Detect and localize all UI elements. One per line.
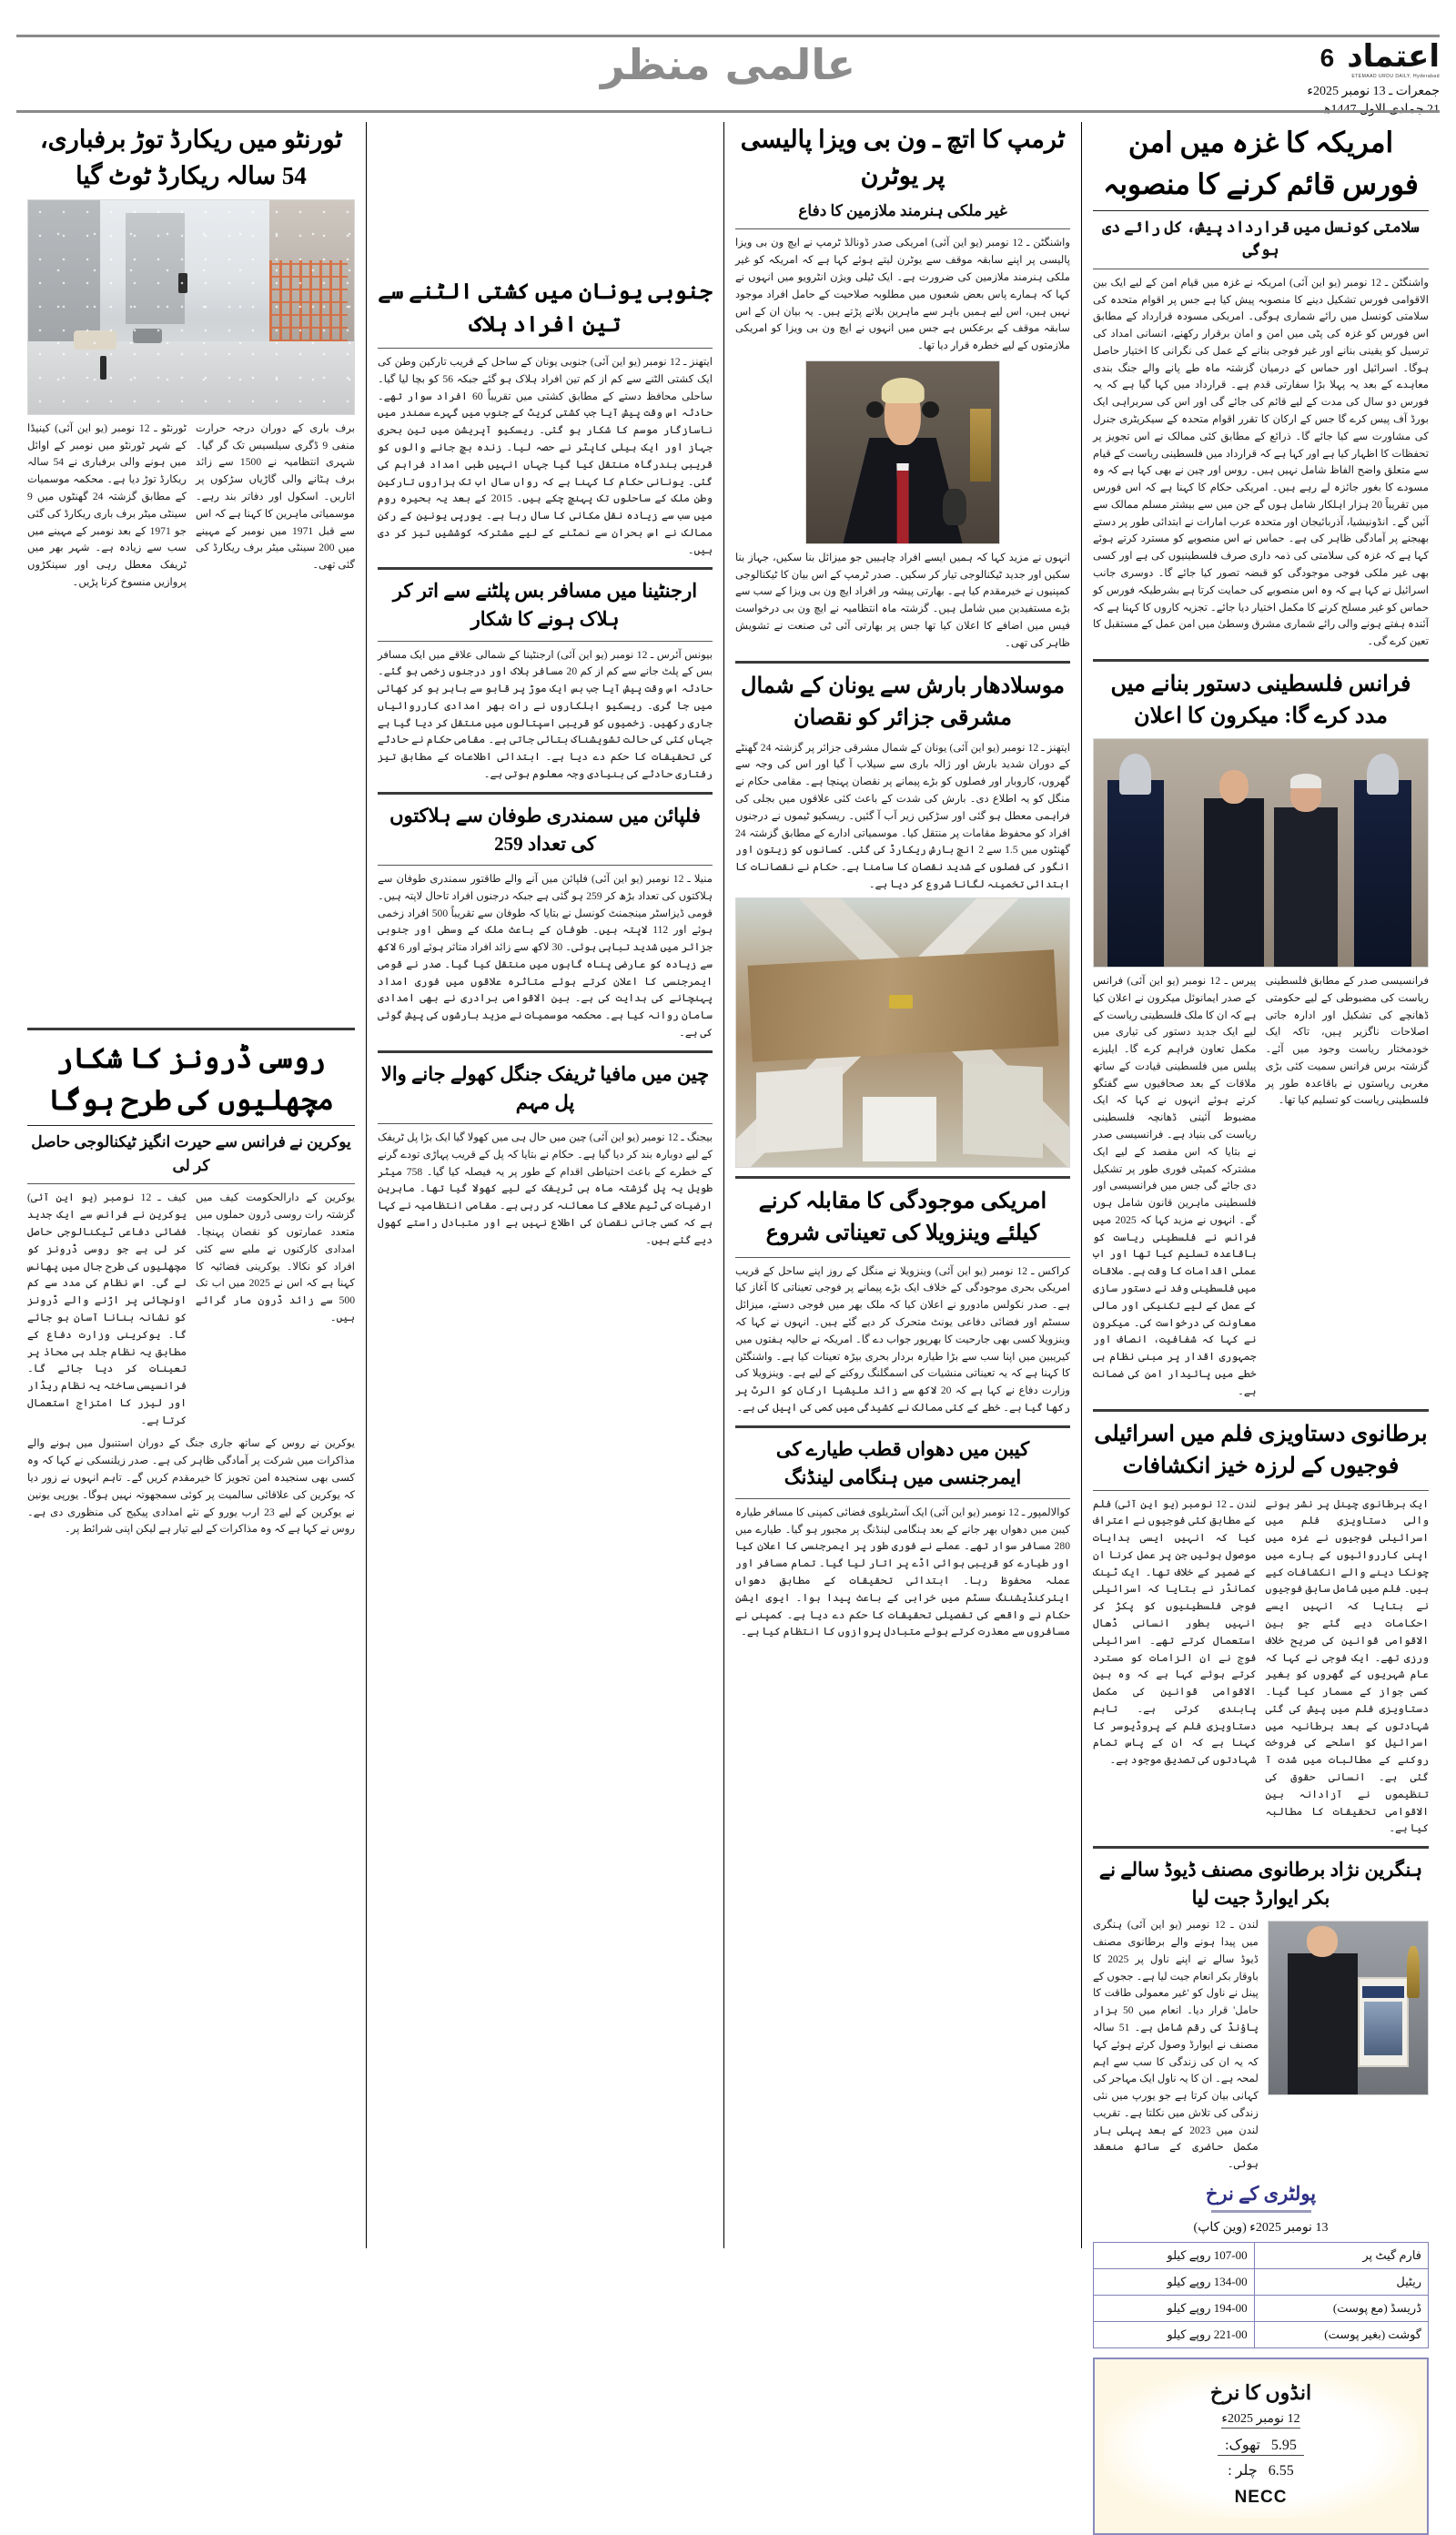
photo-booker-winner — [1268, 1921, 1429, 2095]
headline: ٹرمپ کا اتچ ـ ون بی ویزا پالیسی پر یوٹرن — [740, 126, 1066, 189]
divider — [735, 1176, 1070, 1179]
subheadline: غیر ملکی ہنرمند ملازمین کا دفاع — [798, 201, 1007, 219]
dateline: بیجنگ ـ 12 نومبر (یو این آئی) — [589, 1131, 713, 1143]
headline: برطانوی دستاویزی فلم میں اسرائیلی فوجیوں کے لرزہ خیز انکشافات — [1094, 1422, 1428, 1479]
body-copy: ارجنٹینا کے شمالی علاقے میں ایک مسافر بس کے پلٹ جانے سے کم از کم 20 مسافر ہلاک اور درجنوں زخمی ہو گئے۔ حادثہ اس وقت پیش آیا جب بس ایک موڑ پر قابو سے باہر ہو کر کھائی میں جا گری۔ ریسکیو اہلکاروں نے رات بھر امدادی کارروائیاں جاری رکھیں۔ زخمیوں کو قریبی اسپتالوں میں منتقل کر دیا گیا ہے جہاں کئی کی حالت تشویشناک بتائی جاتی ہے۔ مقامی حکام نے حادثے کی تحقیقات کا حکم دے دیا ہے۔ ابتدائی اطلاعات کے مطابق تیز رفتاری حادثے کی بنیادی وجہ معلوم ہوتی ہے۔ — [378, 648, 713, 781]
article-gaza-peace-force — [1093, 122, 1429, 651]
body-copy: امریکہ نے غزہ میں قیام امن کے لیے ایک بین الاقوامی فورس تشکیل دینے کا منصوبہ پیش کیا ہے جس پر اقوام متحدہ کی سلامتی کونسل میں رائے شماری ہوگی۔ امریکی مسودہ قرارداد کے مطابق اس فورس کو غزہ کی پٹی میں امن و امان برقرار رکھنے، انسانی امداد کی ترسیل کو یقینی بنانے اور غیر فوجی بنانے کے عمل کی نگرانی کا اختیار حاصل ہوگا۔ اسرائیل اور حماس کے درمیان گزشتہ ماہ طے پانے والے جنگ بندی معاہدے کے بعد یہ پہلا بڑا سفارتی قدم ہے۔ قرارداد میں کہا گیا ہے کہ یہ فورس دو سال کی مدت کے لیے قائم کی جائے گی اور اس کی سربراہی ایک بورڈ آف پیس کرے گا جس کے ارکان کا تقرر اقوام متحدہ کے سیکریٹری جنرل کی مشاورت سے کیا جائے گا۔ ذرائع کے مطابق کئی ممالک نے اس تجویز پر تحفظات کا اظہار کیا ہے اور کہا ہے کہ قرارداد میں فلسطینی ریاست کے قیام سے متعلق واضح الفاظ شامل نہیں ہیں۔ روس اور چین نے بھی کہا ہے کہ وہ مسودے کا بغور جائزہ لے رہے ہیں۔ امریکی حکام کا کہنا ہے کہ اس فورس میں تقریباً 20 ہزار اہلکار شامل ہوں گے جن میں سے بیشتر مسلم ممالک سے آئیں گے۔ انڈونیشیا، آذربائیجان اور متحدہ عرب امارات نے ابتدائی طور پر دستے بھیجنے پر آمادگی ظاہر کی ہے۔ حماس نے اس منصوبے کو مسترد کرتے ہوئے کہا ہے کہ غزہ کی سلامتی کی ذمہ داری صرف فلسطینیوں کی ہے اور کسی بھی غیر ملکی فوجی موجودگی کو قبضہ تصور کیا جائے گا۔ دوسری جانب اسرائیل نے کہا ہے کہ وہ اس منصوبے کی حمایت کرتا ہے بشرطیکہ فورس کو حماس کو غیر مسلح کرنے کا مکمل اختیار دیا جائے۔ تجزیہ کاروں کا کہنا ہے کہ آئندہ ہفتے ہونے والی رائے شماری مشرق وسطیٰ میں امن عمل کے مستقبل کا تعین کرے گی۔ — [1093, 276, 1429, 648]
egg-brand-necc: NECC — [1234, 2488, 1288, 2508]
article-macron-palestine-constitution — [1093, 669, 1429, 1401]
divider — [378, 1123, 713, 1124]
headline: موسلادھار بارش سے یونان کے شمال مشرقی جزائر کو نقصان — [741, 674, 1065, 731]
article-philippines-typhoon — [378, 802, 713, 1042]
dateline: لندن ـ 12 نومبر (یو این آئی) — [1115, 1497, 1257, 1510]
article-ukraine-drone-tech — [27, 1038, 355, 1538]
article-trump-h1b-visa — [735, 122, 1070, 653]
poultry-rates-date: 13 نومبر 2025ء (وین کاپ) — [1193, 2221, 1329, 2236]
article-body — [1093, 275, 1429, 651]
egg-wholesale-row — [1218, 2436, 1304, 2456]
body-copy: فلپائن میں آنے والے طاقتور سمندری طوفان سے ہلاکتوں کی تعداد بڑھ کر 259 ہو گئی ہے جبکہ درجنوں افراد تاحال لاپتہ ہیں۔ قومی ڈیزاسٹر مینجمنٹ کونسل نے بتایا کہ طوفان سے تقریباً 500 افراد زخمی ہوئے اور 112 لاپتہ ہیں۔ طوفان کے باعث ملک کے وسطی اور جنوبی جزائر میں شدید تباہی ہوئی۔ 30 لاکھ سے زائد افراد متاثر ہوئے اور 6 لاکھ سے زیادہ کو عارضی پناہ گاہوں میں منتقل کیا گیا۔ صدر نے قومی ایمرجنسی کا اعلان کرتے ہوئے متاثرہ علاقوں میں فوری امداد پہنچانے کی ہدایت کی ہے۔ بین الاقوامی برادری نے بھی امدادی سامان روانہ کیا ہے۔ محکمہ موسمیات نے مزید بارشوں کی پیش گوئی کی ہے۔ — [378, 872, 713, 1039]
divider — [735, 228, 1070, 229]
rate-value: 107-00 روپے کیلو — [1094, 2243, 1255, 2269]
article-body — [735, 1263, 1070, 1417]
divider — [378, 865, 713, 866]
article-body-col2: یوکرین کے دارالحکومت کیف میں گزشتہ رات روسی ڈرون حملوں میں متعدد عمارتوں کو نقصان پہنچا۔ امدادی کارکنوں نے ملبے سے کئی افراد کو نکالا۔ یوکرینی فضائیہ کا کہنا ہے کہ اس نے 2025 میں اب تک 500 سے زائد ڈرون مار گرائے ہیں۔ — [196, 1191, 355, 1323]
divider — [378, 567, 713, 570]
headline: ٹورنٹو میں ریکارڈ توڑ برفباری، 54 سالہ ریکارڈ ٹوٹ گیا — [39, 126, 343, 189]
divider — [27, 1183, 355, 1184]
dateline: پیرس ـ 12 نومبر (یو این آئی) — [1127, 974, 1257, 987]
rate-label: گوشت (بغیر پوست) — [1254, 2322, 1428, 2348]
dateline: کوالالمپور ـ 12 نومبر (یو این آئی) — [930, 1506, 1070, 1518]
article-toronto-snow-record — [27, 122, 355, 592]
body-copy: وینزویلا نے منگل کے روز اپنے ساحل کے قریب امریکی بحری موجودگی کے خلاف ایک بڑے پیمانے پر فوجی تعیناتی کا آغاز کیا ہے۔ صدر نکولس مادورو نے اعلان کیا کہ ملک بھر میں فوجی دستے، میزائل سسٹم اور فضائی دفاعی یونٹ متحرک کر دیے گئے ہیں۔ انہوں نے کہا کہ وینزویلا کسی بھی جارحیت کا بھرپور جواب دے گا۔ امریکہ نے حالیہ ہفتوں میں کیریبین میں اپنا سب سے بڑا طیارہ بردار بحری بیڑہ تعینات کیا ہے۔ واشنگٹن کا کہنا ہے کہ یہ تعیناتی منشیات کی اسمگلنگ روکنے کے لیے ہے۔ وینزویلا کی وزارت دفاع نے کہا ہے کہ 20 لاکھ سے زائد ملیشیا ارکان کو الرٹ پر رکھا گیا ہے۔ خطے کے کئی ممالک نے کشیدگی میں کمی کی اپیل کی ہے۔ — [735, 1264, 1070, 1414]
egg-rates-date: 12 نومبر 2025ء — [1221, 2411, 1299, 2429]
headline: ہنگرین نژاد برطانوی مصنف ڈیوڈ سالے نے بکر ایوارڈ جیت لیا — [1098, 1859, 1423, 1910]
subheadline: یوکرین نے فرانس سے حیرت انگیز ٹیکنالوجی حاصل کر لی — [27, 1125, 355, 1177]
dateline: ایتھنز ـ 12 نومبر (یو این آئی) — [949, 741, 1070, 754]
masthead-bottom-rule — [16, 110, 1440, 113]
rate-label: فارم گیٹ پر — [1254, 2243, 1428, 2269]
headline: فلپائن میں سمندری طوفان سے ہلاکتوں کی تعداد 259 — [389, 804, 701, 855]
article-body-col2: فرانسیسی صدر کے مطابق فلسطینی ریاست کی مضبوطی کے لیے حکومتی ڈھانچے کی تشکیل اور ادارہ جاتی اصلاحات ناگزیر ہیں، تاکہ ایک خودمختار ریاست وجود میں آئے۔ گزشتہ برس فرانس سمیت کئی بڑی مغربی ریاستوں نے باقاعدہ طور پر فلسطینی ریاست کو تسلیم کیا تھا۔ — [1265, 974, 1429, 1107]
egg-wholesale-label: تھوک: — [1225, 2438, 1260, 2454]
article-booker-prize — [1093, 1856, 1429, 2174]
body-copy: امریکی صدر ڈونالڈ ٹرمپ نے ایچ ون بی ویزا پالیسی پر اپنے سابقہ موقف سے یوٹرن لیتے ہوئے کہا ہے کہ امریکہ کو غیر ملکی ہنرمند ملازمین کی ضرورت ہے۔ ایک ٹیلی ویژن انٹرویو میں انہوں نے کہا کہ ہمارے پاس بعض شعبوں میں مطلوبہ صلاحیت کے حامل افراد موجود نہیں ہیں، اس لیے ہمیں باہر سے ماہرین بلانے پڑتے ہیں۔ یہ بیان ان کے اس سابقہ موقف کے برعکس ہے جس میں انہوں نے ایچ ون بی ویزا کو امریکی ملازمتوں کے لیے خطرہ قرار دیا تھا۔ — [735, 237, 1070, 352]
photo-flooded-town — [735, 897, 1070, 1168]
table-row — [1094, 2296, 1429, 2322]
dateline: واشنگٹن ـ 12 نومبر (یو این آئی) — [1289, 276, 1429, 289]
article-british-documentary-israel — [1093, 1419, 1429, 1839]
divider — [1093, 1846, 1429, 1849]
body-copy: یونان کے شمال مشرقی جزائر پر گزشتہ 24 گھنٹے کے دوران شدید بارش اور ژالہ باری سے سیلاب آ گیا اور اس کی وجہ سے گھروں، کاروبار اور فصلوں کو بڑے پیمانے پر نقصان پہنچا ہے۔ مقامی حکام نے منگل کو یہ اطلاع دی۔ بارش کی شدت کے باعث کئی علاقوں میں بجلی کی فراہمی معطل ہو گئی اور سڑکیں زیر آب آ گئیں۔ ریسکیو ٹیموں نے درجنوں افراد کو محفوظ مقامات پر منتقل کیا۔ موسمیاتی ادارے کے مطابق گزشتہ 24 گھنٹوں میں 1.5 سے 2 انچ بارش ریکارڈ کی گئی۔ کسانوں کو زیتون اور انگور کی فصلوں کے شدید نقصان کا سامنا ہے۔ حکام نے نقصانات کا ابتدائی تخمینہ لگانا شروع کر دیا ہے۔ — [735, 741, 1071, 890]
dateline: کیف ـ 12 نومبر (یو این آئی) — [27, 1191, 187, 1204]
dateline: واشنگٹن ـ 12 نومبر (یو این آئی) — [931, 237, 1071, 249]
body-copy: کینیڈا کے شہر ٹورنٹو میں نومبر کے اوائل میں ہونے والی برفباری نے 54 سالہ ریکارڈ توڑ دیا ہے۔ محکمہ موسمیات کے مطابق گزشتہ 24 گھنٹوں میں 9 سینٹی میٹر برف باری ریکارڈ کی گئی جو 1971 کے بعد نومبر کے مہینے میں سب سے زیادہ ہے۔ شہر بھر میں ٹریفک معطل رہی اور سینکڑوں پروازیں منسوخ کرنا پڑیں۔ — [27, 421, 187, 588]
divider — [378, 1050, 713, 1053]
article-china-bridge-closed — [378, 1060, 713, 1250]
article-body-col1 — [27, 1190, 187, 1429]
page-number: 6 — [1320, 44, 1335, 72]
body-copy: فرانس کے صدر ایمانوئل میکرون نے اعلان کیا ہے کہ ان کا ملک فلسطینی ریاست کے لیے ایک جدید دستور کی تیاری میں مکمل تعاون فراہم کرے گا۔ ایلیزے پیلس میں فلسطینی قیادت کے ساتھ ملاقات کے بعد صحافیوں سے گفتگو کرتے ہوئے انہوں نے کہا کہ ایک مضبوط آئینی ڈھانچہ فلسطینی ریاست کی بنیاد ہے۔ فرانسیسی صدر نے بتایا کہ اس مقصد کے لیے ایک مشترکہ کمیٹی فوری طور پر تشکیل دی جائے گی جس میں فرانسیسی اور فلسطینی ماہرین قانون شامل ہوں گے۔ انہوں نے مزید کہا کہ 2025 میں فرانس نے فلسطینی ریاست کو باقاعدہ تسلیم کیا تھا اور اب عملی اقدامات کا وقت ہے۔ ملاقات میں فلسطینی وفد نے دستور سازی کے عمل کے لیے تکنیکی اور مالی معاونت کی درخواست کی۔ میکرون نے کہا کہ شفافیت، انصاف اور جمہوری اقدار پر مبنی نظام ہی خطے میں پائیدار امن کی ضمانت ہے۔ — [1093, 974, 1257, 1397]
column-center-left — [367, 122, 724, 2248]
brand-name: اعتماد — [1347, 38, 1440, 75]
headline: فرانس فلسطینی دستور بنانے میں مدد کرے گا: میکرون کا اعلان — [1110, 672, 1411, 729]
column-right — [1082, 122, 1440, 2508]
article-body-col1 — [1093, 973, 1257, 1401]
column-left — [16, 122, 367, 2248]
body-copy: چین میں حال ہی میں کھولا گیا ایک بڑا پل ٹریفک کے لیے دوبارہ بند کر دیا گیا ہے۔ حکام نے بتایا کہ پل کے قریب پہاڑی تودے گرنے کے خطرے کے باعث احتیاطی اقدام کے طور پر یہ فیصلہ کیا گیا۔ 758 میٹر طویل یہ پل گزشتہ ماہ ہی ٹریفک کے لیے کھولا گیا تھا۔ ماہرین ارضیات کی ٹیم علاقے کا معائنہ کر رہی ہے۔ مقامی انتظامیہ نے کہا ہے کہ کسی جانی نقصان کی اطلاع نہیں ہے اور متبادل راستے کھول دیے گئے ہیں۔ — [378, 1131, 713, 1246]
article-body — [378, 647, 713, 784]
egg-wholesale-value: 5.95 — [1270, 2438, 1297, 2454]
photo-trump-speaking — [805, 360, 999, 544]
headline: ارجنٹینا میں مسافر بس پلٹنے سے اتر کر ہلاک ہونے کا شکار — [392, 580, 698, 631]
egg-rates-card — [1093, 2358, 1429, 2535]
title-underline — [1211, 2210, 1311, 2213]
article-cabin-smoke-landing — [735, 1435, 1070, 1641]
dateline: کراکس ـ 12 نومبر (یو این آئی) — [935, 1264, 1070, 1277]
brand-subtitle: ETEMAAD URDU DAILY, Hyderabad — [1351, 74, 1440, 80]
poultry-rates-title: پولٹری کے نرخ — [1205, 2183, 1317, 2205]
divider — [735, 1498, 1070, 1499]
headline: امریکہ کا غزہ میں امن فورس قائم کرنے کا منصوبہ — [1103, 127, 1419, 200]
rate-value: 221-00 روپے کیلو — [1094, 2322, 1255, 2348]
article-body-continued: یوکرین نے روس کے ساتھ جاری جنگ کے دوران استنبول میں ہونے والے مذاکرات میں شرکت پر آمادگی ظاہر کی ہے۔ صدر زیلنسکی نے کہا کہ وہ کسی بھی سنجیدہ امن تجویز کا خیرمقدم کریں گے۔ تاہم انہوں نے زور دیا کہ یوکرین کی علاقائی سالمیت پر کوئی سمجھوتہ نہیں ہوگا۔ یورپی یونین نے یوکرین کے لیے 23 ارب یورو کے نئے امدادی پیکیج کی منظوری دی ہے۔ روس نے کہا ہے کہ وہ مذاکرات کے لیے تیار ہے لیکن اپنی شرائط پر۔ — [27, 1437, 356, 1536]
body-copy: فلم کے مطابق کئی فوجیوں نے اعتراف کیا کہ انہیں ایسی ہدایات موصول ہوئیں جن پر عمل کرنا ان کے ضمیر کے خلاف تھا۔ ایک ٹینک کمانڈر نے بتایا کہ اسرائیلی فوجی فلسطینیوں کو پکڑ کر انہیں بطور انسانی ڈھال استعمال کرتے تھے۔ اسرائیلی فوج نے ان الزامات کو مسترد کرتے ہوئے کہا ہے کہ وہ بین الاقوامی قوانین کی مکمل پابندی کرتی ہے۔ تاہم دستاویزی فلم کے پروڈیوسر کا کہنا ہے کہ ان کے پاس تمام شہادتوں کی تصدیق موجود ہے۔ — [1093, 1497, 1257, 1767]
headline: امریکی موجودگی کا مقابلہ کرنے کیلئے وینزویلا کی تعیناتی شروع — [758, 1189, 1047, 1246]
divider — [378, 348, 713, 349]
body-copy: ہنگری میں پیدا ہونے والے برطانوی مصنف ڈیوڈ سالے نے اپنے ناول پر 2025 کا باوقار بکر انعام جیت لیا ہے۔ ججوں کے پینل نے ناول کو 'غیر معمولی طاقت کا حامل' قرار دیا۔ انعام میں 50 ہزار پاؤنڈ کی رقم شامل ہے۔ 51 سالہ مصنف نے ایوارڈ وصول کرتے ہوئے کہا کہ یہ ان کی زندگی کا سب سے اہم لمحہ ہے۔ ان کا یہ ناول ایک مہاجر کی کہانی بیان کرتا ہے جو یورپ میں نئی زندگی کی تلاش میں نکلتا ہے۔ تقریب لندن میں 2023 کے بعد پہلی بار مکمل حاضری کے ساتھ منعقد ہوئی۔ — [1093, 1919, 1259, 2171]
article-body-col1 — [1093, 1496, 1257, 1839]
subheadline: سلامتی کونسل میں قرارداد پیش، کل رائے دی ہوگی — [1093, 210, 1429, 262]
dateline: منیلا ـ 12 نومبر (یو این آئی) — [592, 872, 713, 885]
divider — [735, 1425, 1070, 1428]
section-title: عالمی منظر — [600, 40, 856, 89]
column-center-right — [724, 122, 1082, 2248]
article-body — [1093, 1917, 1259, 2174]
article-argentina-bus-crash — [378, 577, 713, 783]
masthead-top-rule — [16, 35, 1440, 37]
divider — [735, 661, 1070, 664]
page-grid — [16, 118, 1440, 2508]
rate-label: ڈریسڈ (مع پوست) — [1254, 2296, 1428, 2322]
dateline: ٹورنٹو ـ 12 نومبر (یو این آئی) — [55, 421, 187, 434]
headline: کیبن میں دھواں قطب طیارے کی ایمرجنسی میں ہنگامی لینڈنگ — [775, 1437, 1030, 1488]
rate-label: ریٹیل — [1254, 2269, 1428, 2296]
body-copy: ایک آسٹریلوی فضائی کمپنی کا مسافر طیارہ کیبن میں دھواں بھر جانے کے بعد ہنگامی لینڈنگ پر مجبور ہو گیا۔ طیارے میں 280 مسافر سوار تھے۔ عملے نے فوری طور پر ایمرجنسی کا اعلان کیا اور طیارے کو قریبی ہوائی اڈے پر اتار لیا گیا۔ تمام مسافر اور عملہ محفوظ رہا۔ ابتدائی تحقیقات کے مطابق دھواں ایئرکنڈیشننگ سسٹم میں خرابی کے باعث پیدا ہوا۔ ایوی ایشن حکام نے واقعے کی تفصیلی تحقیقات کا حکم دے دیا ہے۔ کمپنی نے مسافروں سے معذرت کرتے ہوئے متبادل پروازوں کا انتظام کیا ہے۔ — [735, 1506, 1070, 1638]
headline: روسی ڈرونز کا شکار مچھلیوں کی طرح ہوگا — [48, 1041, 334, 1116]
article-venezuela-deployment — [735, 1186, 1070, 1417]
egg-retail-value: 6.55 — [1268, 2463, 1294, 2479]
article-body-col2: ایک برطانوی چینل پر نشر ہونے والی دستاویزی فلم میں اسرائیلی فوجیوں نے غزہ میں اپنی کارروائیوں کے بارے میں چونکا دینے والے انکشافات کیے ہیں۔ فلم میں شامل سابق فوجیوں نے بتایا کہ انہیں ایسے احکامات دیے گئے جو بین الاقوامی قوانین کی صریح خلاف ورزی تھے۔ ایک فوجی نے کہا کہ عام شہریوں کے گھروں کو بغیر کسی جواز کے مسمار کیا گیا۔ دستاویزی فلم میں پیش کی گئی شہادتوں کے بعد برطانیہ میں اسرائیل کو اسلحے کی فروخت روکنے کے مطالبات میں شدت آ گئی ہے۔ انسانی حقوق کی تنظیموں نے آزادانہ بین الاقوامی تحقیقات کا مطالبہ کیا ہے۔ — [1265, 1497, 1429, 1835]
date-gregorian: جمعرات ـ 13 نومبر 2025ء — [1307, 84, 1440, 98]
rate-value: 134-00 روپے کیلو — [1094, 2269, 1255, 2296]
divider — [1093, 1490, 1429, 1491]
rate-value: 194-00 روپے کیلو — [1094, 2296, 1255, 2322]
dateline: لندن ـ 12 نومبر (یو این آئی) — [1127, 1919, 1259, 1932]
table-row — [1094, 2243, 1429, 2269]
headline: چین میں مافیا ٹریفک جنگل کھولے جانے والا پل مہم — [380, 1062, 710, 1113]
divider — [27, 1028, 355, 1030]
article-body-intro — [735, 235, 1070, 354]
divider — [1093, 659, 1429, 662]
photo-toronto-snow-street — [27, 199, 355, 415]
photo-macron-meeting — [1093, 738, 1429, 968]
article-body — [735, 740, 1070, 894]
column-mid-spacer — [27, 592, 355, 1019]
table-row — [1094, 2269, 1429, 2296]
article-body-col2: برف باری کے دوران درجہ حرارت منفی 9 ڈگری سیلسیس تک گر گیا۔ شہری انتظامیہ نے 1500 سے زائد برف ہٹانے والی گاڑیاں سڑکوں پر اتاریں۔ اسکول اور دفاتر بند رہے۔ موسمیاتی ماہرین کا کہنا ہے کہ اس سے قبل 1971 میں نومبر کے مہینے میں 200 سینٹی میٹر برف ریکارڈ کی گئی تھی۔ — [196, 421, 356, 572]
dateline: بیونس آئرس ـ 12 نومبر (یو این آئی) — [557, 648, 713, 661]
dateline: ایتھنز ـ 12 نومبر (یو این آئی) — [590, 356, 713, 369]
egg-retail-row — [1220, 2461, 1300, 2480]
egg-retail-label: چلر : — [1228, 2463, 1258, 2479]
divider — [1093, 1409, 1429, 1412]
article-body-col1 — [27, 421, 187, 592]
article-body — [378, 354, 713, 559]
masthead — [16, 0, 1440, 118]
headline: جنوبی یونان میں کشتی الٹنے سے تین افراد ہلاک — [378, 280, 713, 337]
article-greece-boat-capsize — [378, 277, 713, 559]
body-copy: جنوبی یونان کے ساحل کے قریب تارکین وطن کی ایک کشتی الٹنے سے کم از کم تین افراد ہلاک ہو گئے جبکہ 56 کو بچا لیا گیا۔ ساحلی محافظ دستے کے مطابق کشتی میں تقریباً 60 افراد سوار تھے۔ حادثہ اس وقت پیش آیا جب کشتی کریٹ کے جنوب میں گہرے سمندر میں ناسازگار موسم کا شکار ہو گئی۔ ریسکیو آپریشن میں تین بحری جہاز اور ایک ہیلی کاپٹر نے حصہ لیا۔ زندہ بچ جانے والوں کو قریبی بندرگاہ منتقل کیا گیا جہاں انہیں طبی امداد فراہم کی گئی۔ یونانی حکام کا کہنا ہے کہ رواں سال اب تک ہزاروں تارکین وطن ملک کے ساحلوں تک پہنچ چکے ہیں۔ 2015 کے بعد یہ بحیرہ روم میں سب سے زیادہ نقل مکانی کا سال رہا ہے۔ یورپی یونین کے رکن ممالک نے اس بحران سے نمٹنے کے لیے مشترکہ کوششیں تیز کر دی ہیں۔ — [378, 356, 713, 556]
table-row — [1094, 2322, 1429, 2348]
poultry-rates-card — [1093, 2183, 1429, 2348]
column-top-spacer — [378, 122, 713, 277]
booker-photo-wrap — [1268, 1917, 1429, 2174]
poultry-rates-table — [1093, 2242, 1429, 2348]
divider — [378, 641, 713, 642]
article-body — [378, 1130, 713, 1249]
article-body — [735, 1505, 1070, 1641]
article-body — [378, 871, 713, 1042]
egg-rates-title: انڈوں کا نرخ — [1209, 2381, 1312, 2405]
divider — [378, 792, 713, 795]
article-greece-rain-islands — [735, 671, 1070, 1168]
body-copy: یوکرین نے فرانس سے ایک جدید فضائی دفاعی ٹیکنالوجی حاصل کر لی ہے جو روسی ڈرونز کو مچھلیوں کی طرح جال میں پھانس لے گی۔ اس نظام کی مدد سے کم اونچائی پر اڑنے والے ڈرونز کو نشانہ بنانا آسان ہو جائے گا۔ یوکرینی وزارت دفاع کے مطابق یہ نظام جلد ہی محاذ پر تعینات کر دیا جائے گا۔ فرانسیسی ساختہ یہ نظام ریڈار اور لیزر کا امتزاج استعمال کرتا ہے۔ — [27, 1209, 187, 1426]
article-body-continued: انہوں نے مزید کہا کہ ہمیں ایسے افراد چاہییں جو میزائل بنا سکیں، جہاز بنا سکیں اور جدید ٹیکنالوجی تیار کر سکیں۔ صدر ٹرمپ کے اس بیان کا ٹیکنالوجی کمپنیوں نے خیرمقدم کیا ہے۔ بھارتی پیشہ ور افراد ایچ ون بی ویزا کے سب سے بڑے مستفیدین میں شامل ہیں۔ گزشتہ ماہ انتظامیہ نے ایچ ون بی درخواست فیس میں اضافے کا اعلان کیا تھا جس پر بھارتی آئی ٹی صنعت نے تشویش ظاہر کی تھی۔ — [735, 551, 1070, 649]
divider — [735, 1257, 1070, 1258]
